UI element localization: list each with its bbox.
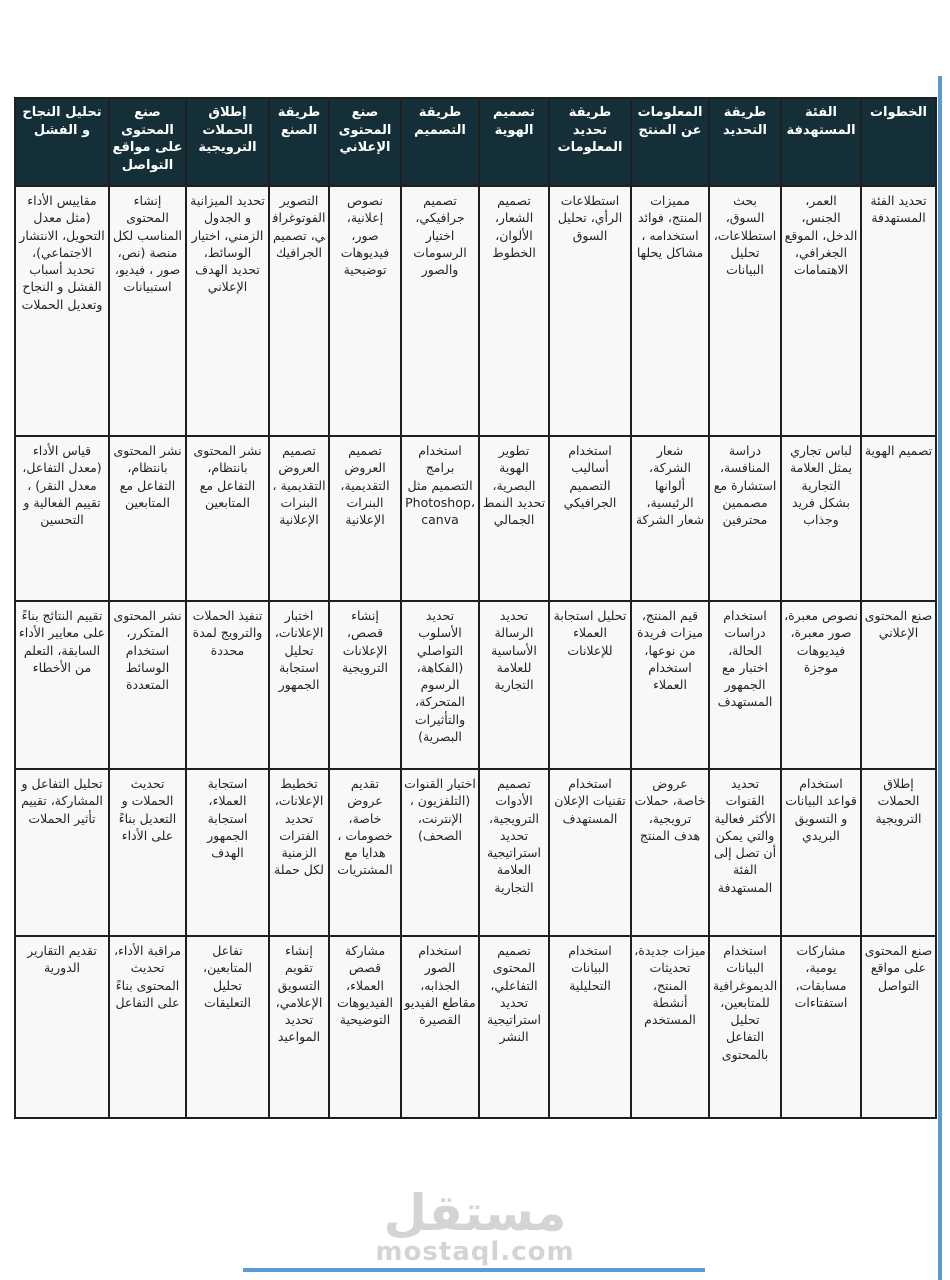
row-label-cell: إطلاق الحملات الترويجية: [861, 769, 936, 936]
header-cell: الفئة المستهدفة: [781, 98, 861, 186]
table-cell: مراقبة الأداء، تحديث المحتوى بناءً على التفاعل: [109, 936, 186, 1118]
table-cell: تفاعل المتابعين، تحليل التعليقات: [186, 936, 269, 1118]
table-cell: تخطيط الإعلانات، تحديد الفترات الزمنية لكل حملة: [269, 769, 329, 936]
table-cell: تصميم جرافيكي، اختيار الرسومات والصور: [401, 186, 479, 436]
table-cell: استجابة العملاء، استجابة الجمهور الهدف: [186, 769, 269, 936]
table-header-row: [15, 98, 936, 186]
table-cell: تصميم العروض التقديمية، البنرات الإعلانية: [329, 436, 401, 601]
table-cell: بحث السوق، استطلاعات، تحليل البيانات: [709, 186, 781, 436]
header-cell: صنع المحتوى على مواقع التواصل: [109, 98, 186, 186]
table-cell: تصميم الأدوات الترويجية، تحديد استراتيجية العلامة التجارية: [479, 769, 549, 936]
header-cell: تحليل النجاح و الفشل: [15, 98, 109, 186]
table-cell: تحديد الميزانية و الجدول الزمني، اختيار الوسائط، تحديد الهدف الإعلاني: [186, 186, 269, 436]
row-label-cell: صنع المحتوى على مواقع التواصل: [861, 936, 936, 1118]
table-cell: ميزات جديدة، تحديثات المنتج، أنشطة المستخدم: [631, 936, 709, 1118]
table-cell: تنفيذ الحملات والترويج لمدة محددة: [186, 601, 269, 769]
table-row: [15, 601, 936, 769]
table-row: [15, 936, 936, 1118]
table-cell: استطلاعات الرأي، تحليل السوق: [549, 186, 631, 436]
right-blue-edge-line: [938, 76, 942, 1280]
table-cell: مميزات المنتج، فوائد استخدامه ، مشاكل يحلها: [631, 186, 709, 436]
table-cell: تقديم التقارير الدورية: [15, 936, 109, 1118]
table-cell: استخدام البيانات الديموغرافية للمتابعين، تحليل التفاعل بالمحتوى: [709, 936, 781, 1118]
table-cell: تحديد القنوات الأكثر فعالية والتي يمكن أن تصل إلى الفئة المستهدفة: [709, 769, 781, 936]
row-label-cell: تحديد الفئة المستهدفة: [861, 186, 936, 436]
table-cell: استخدام البيانات التحليلية: [549, 936, 631, 1118]
table-cell: تصميم المحتوى التفاعلي، تحديد استراتيجية النشر: [479, 936, 549, 1118]
table-cell: مشاركة قصص العملاء، الفيديوهات التوضيحية: [329, 936, 401, 1118]
table-cell: تطوير الهوية البصرية، تحديد النمط الجمالي: [479, 436, 549, 601]
table-cell: تصميم العروض التقديمية ، البنرات الإعلانية: [269, 436, 329, 601]
table-cell: تحليل التفاعل و المشاركة، تقييم تأثير الحملات: [15, 769, 109, 936]
header-cell: صنع المحتوى الإعلاني: [329, 98, 401, 186]
header-cell: طريقة التحديد: [709, 98, 781, 186]
header-cell: طريقة الصنع: [269, 98, 329, 186]
table-header: [15, 98, 936, 186]
header-cell: طريقة تحديد المعلومات: [549, 98, 631, 186]
table-body: [15, 186, 936, 1118]
table-cell: تصميم الشعار، الألوان، الخطوط: [479, 186, 549, 436]
table-cell: دراسة المنافسة، استشارة مع مصممين محترفين: [709, 436, 781, 601]
table-cell: لباس تجاري يمثل العلامة التجارية بشكل فريد وجذاب: [781, 436, 861, 601]
table-cell: نشر المحتوى المتكرر، استخدام الوسائط المتعددة: [109, 601, 186, 769]
row-label-cell: تصميم الهوية: [861, 436, 936, 601]
table-cell: مشاركات يومية، مسابقات، استفتاءات: [781, 936, 861, 1118]
mostaql-domain-text: mostaql.com: [375, 1237, 575, 1267]
marketing-steps-table: [14, 97, 937, 1119]
table-cell: إنشاء المحتوى المناسب لكل منصة (نص، صور ، فيديو، استبيانات: [109, 186, 186, 436]
table-cell: نشر المحتوى بانتظام، التفاعل مع المتابعين: [109, 436, 186, 601]
table-cell: تقييم النتائج بناءً على معايير الأداء السابقة، التعلم من الأخطاء: [15, 601, 109, 769]
header-cell: تصميم الهوية: [479, 98, 549, 186]
table-cell: استخدام قواعد البيانات و التسويق البريدي: [781, 769, 861, 936]
mostaql-watermark: [0, 1184, 950, 1267]
table-cell: قياس الأداء (معدل التفاعل، معدل النقر) ، تقييم الفعالية و التحسين: [15, 436, 109, 601]
table-cell: استخدام أساليب التصميم الجرافيكي: [549, 436, 631, 601]
table-cell: العمر، الجنس، الدخل، الموقع الجغرافي، الاهتمامات: [781, 186, 861, 436]
table-cell: شعار الشركة، ألوانها الرئيسية، شعار الشركة: [631, 436, 709, 601]
table-cell: تحليل استجابة العملاء للإعلانات: [549, 601, 631, 769]
table-cell: مقاييس الأداء (مثل معدل التحويل، الانتشار الاجتماعي)، تحديد أسباب الفشل و النجاح وتعديل الحملات: [15, 186, 109, 436]
table-cell: نصوص إعلانية، صور، فيديوهات توضيحية: [329, 186, 401, 436]
row-label-cell: صنع المحتوى الإعلاني: [861, 601, 936, 769]
header-cell: طريقة التصميم: [401, 98, 479, 186]
bottom-blue-line: [243, 1268, 705, 1272]
table-cell: اختيار القنوات (التلفزيون ، الإنترنت، الصحف): [401, 769, 479, 936]
table-cell: اختبار الإعلانات، تحليل استجابة الجمهور: [269, 601, 329, 769]
table-cell: قيم المنتج، ميزات فريدة من نوعها، استخدام العملاء: [631, 601, 709, 769]
header-cell: الخطوات: [861, 98, 936, 186]
table-cell: إنشاء تقويم التسويق الإعلامي، تحديد المواعيد: [269, 936, 329, 1118]
table-cell: استخدام برامج التصميم مثل Photoshop، canva: [401, 436, 479, 601]
table-cell: إنشاء قصص، الإعلانات الترويجية: [329, 601, 401, 769]
table-row: [15, 436, 936, 601]
table-cell: تحديث الحملات و التعديل بناءً على الأداء: [109, 769, 186, 936]
table-cell: نصوص معبرة، صور معبرة، فيديوهات موجزة: [781, 601, 861, 769]
table-cell: التصوير الفوتوغرافي، تصميم الجرافيك: [269, 186, 329, 436]
table-cell: عروض خاصة، حملات ترويجية، هدف المنتج: [631, 769, 709, 936]
table-row: [15, 769, 936, 936]
header-cell: المعلومات عن المنتج: [631, 98, 709, 186]
table-cell: نشر المحتوى بانتظام، التفاعل مع المتابعين: [186, 436, 269, 601]
header-cell: إطلاق الحملات الترويجية: [186, 98, 269, 186]
table-row: [15, 186, 936, 436]
table-cell: تحديد الأسلوب التواصلي (الفكاهة، الرسوم المتحركة، والتأثيرات البصرية): [401, 601, 479, 769]
table-cell: تقديم عروض خاصة، خصومات ، هدايا مع المشتريات: [329, 769, 401, 936]
table-cell: استخدام تقنيات الإعلان المستهدف: [549, 769, 631, 936]
table-cell: تحديد الرسالة الأساسية للعلامة التجارية: [479, 601, 549, 769]
table-cell: استخدام دراسات الحالة، اختبار مع الجمهور المستهدف: [709, 601, 781, 769]
table-cell: استخدام الصور الجذابه، مقاطع الفيديو القصيرة: [401, 936, 479, 1118]
mostaql-logo-arabic: مستقل: [383, 1184, 567, 1242]
